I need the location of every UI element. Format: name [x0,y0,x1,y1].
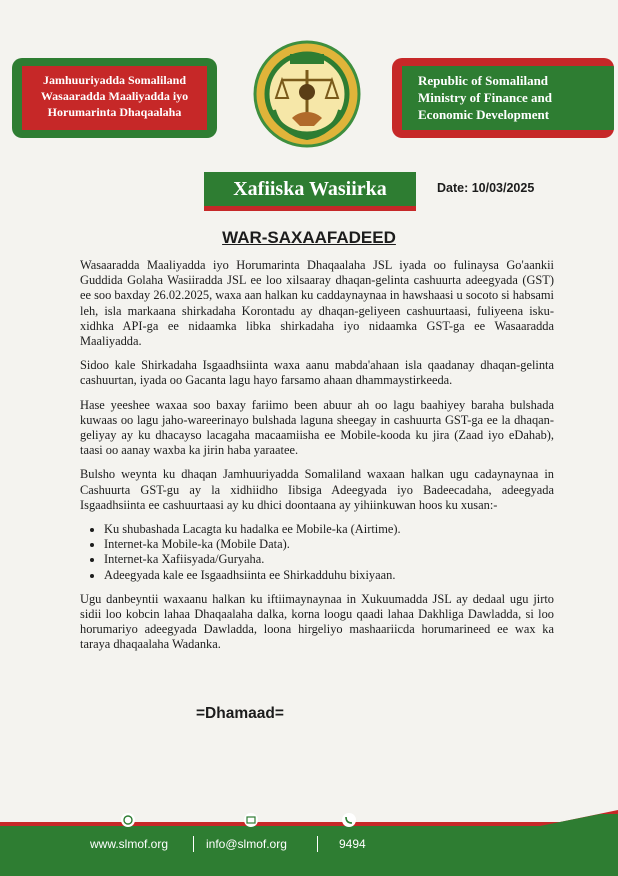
national-emblem [252,40,362,148]
header-right-line: Republic of Somaliland [418,73,549,88]
paragraph: Sidoo kale Shirkadaha Isgaadhsiinta waxa aanu mabda'ahaan isla qaadanay dhaqan-gelinta cashuurtan, iyada oo Gacanta lagu hayo farsamo ahaan dhammaystirkeeda. [80,358,554,388]
header-left-banner [12,58,217,138]
list-item: • Internet-ka Xafiisyada/Guryaha. [104,552,554,567]
document-date: Date: 10/03/2025 [437,181,535,195]
office-bar-stripe [204,206,416,211]
header-left-text [22,66,207,130]
header-left-line: Wasaaradda Maaliyadda iyo [40,89,189,103]
footer-email[interactable]: info@slmof.org [206,837,287,851]
email-icon [243,812,259,828]
header-right-line: Ministry of Finance and [418,90,552,105]
paragraph: Bulsho weynta ku dhaqan Jamhuuriyadda Somaliland waxaan halkan ugu cadaynaynaa in Cashuurta GST-gu ay la xidhiidho Iibsiga Adeegyada iyo Badeecadaha, adeegyada Isgaadhsiinta ee cashuurtaasi ay ku dhici doontaana ay yihiinkuwan hoos ku xusan:- [80,467,554,512]
footer-website[interactable]: www.slmof.org [90,837,169,851]
paragraph: Ugu danbeyntii waxaanu halkan ku iftiimaynaynaa in Xukuumadda JSL ay dedaal ugu jirto sidii loo kobcin lahaa Dhaqaalaha dalka, korna loogu qaadi lahaa Dakhliga Dawladda, si loo horumariyo adeegyada Dawladda, loona hirgeliyo mashaariicda horumarineed ee wax ka taraya dhaqaalaha Wadanka. [80,591,554,652]
header-left-line: Jamhuuriyadda Somaliland [42,73,187,87]
services-list [80,522,554,583]
paragraph: Wasaaradda Maaliyadda iyo Horumarinta Dhaqaalaha JSL iyada oo fulinaysa Go'aankii Guddida Golaha Wasiiradda JSL ee loo xilsaaray dhaqan-gelinta cashuurta adeegyada (GST) ee soo baxday 26.02.2025, waxa aan halkan ku caddaynaynaa in hawshaasi u socoto si habsami leh, isla markaana shirkadaha Korontadu ay dhaqan-geliyeen cashuurtaasi, fuliyeena isku-xidhka API-ga ee nidaamka libka shirkadaha iyo nidaamka GST-ga ee Wasaaradda Maaliyadda. [80,258,554,349]
header-right-banner [392,58,614,138]
closing-mark: =Dhamaad= [196,705,284,722]
footer-phone[interactable]: 9494 [339,837,366,851]
list-item: • Ku shubashada Lacagta ku hadalka ee Mobile-ka (Airtime). [104,522,554,537]
paragraph: Hase yeeshee waxaa soo baxay fariimo been abuur ah oo lagu baahiyey baraha bulshada kuwaas oo lagu jaho-wareerinayo bulshada laguna sheegay in cashuurta GST-ga ee la dhaqan-geliyay ay ku dhacayso lacagaha macaamiisha ee Mobile-kooda ku jira (Zaad iyo eDahab), taasi oo aanay waxba ka jirin haba yaraatee. [80,397,554,458]
globe-icon [120,812,136,828]
document-body [80,258,554,662]
document-title: WAR-SAXAAFADEED [222,228,396,247]
footer-divider [193,836,194,852]
header-right-line: Economic Development [418,107,550,122]
list-item: • Internet-ka Mobile-ka (Mobile Data). [104,537,554,552]
office-name: Xafiiska Wasiirka [233,178,387,200]
list-item: • Adeegyada kale ee Isgaadhsiinta ee Shirkadduhu bixiyaan. [104,568,554,583]
footer-divider [317,836,318,852]
header-right-text [402,66,614,130]
phone-icon [341,812,357,828]
header-left-line: Horumarinta Dhaqaalaha [47,105,182,119]
office-name-bar [204,172,416,206]
